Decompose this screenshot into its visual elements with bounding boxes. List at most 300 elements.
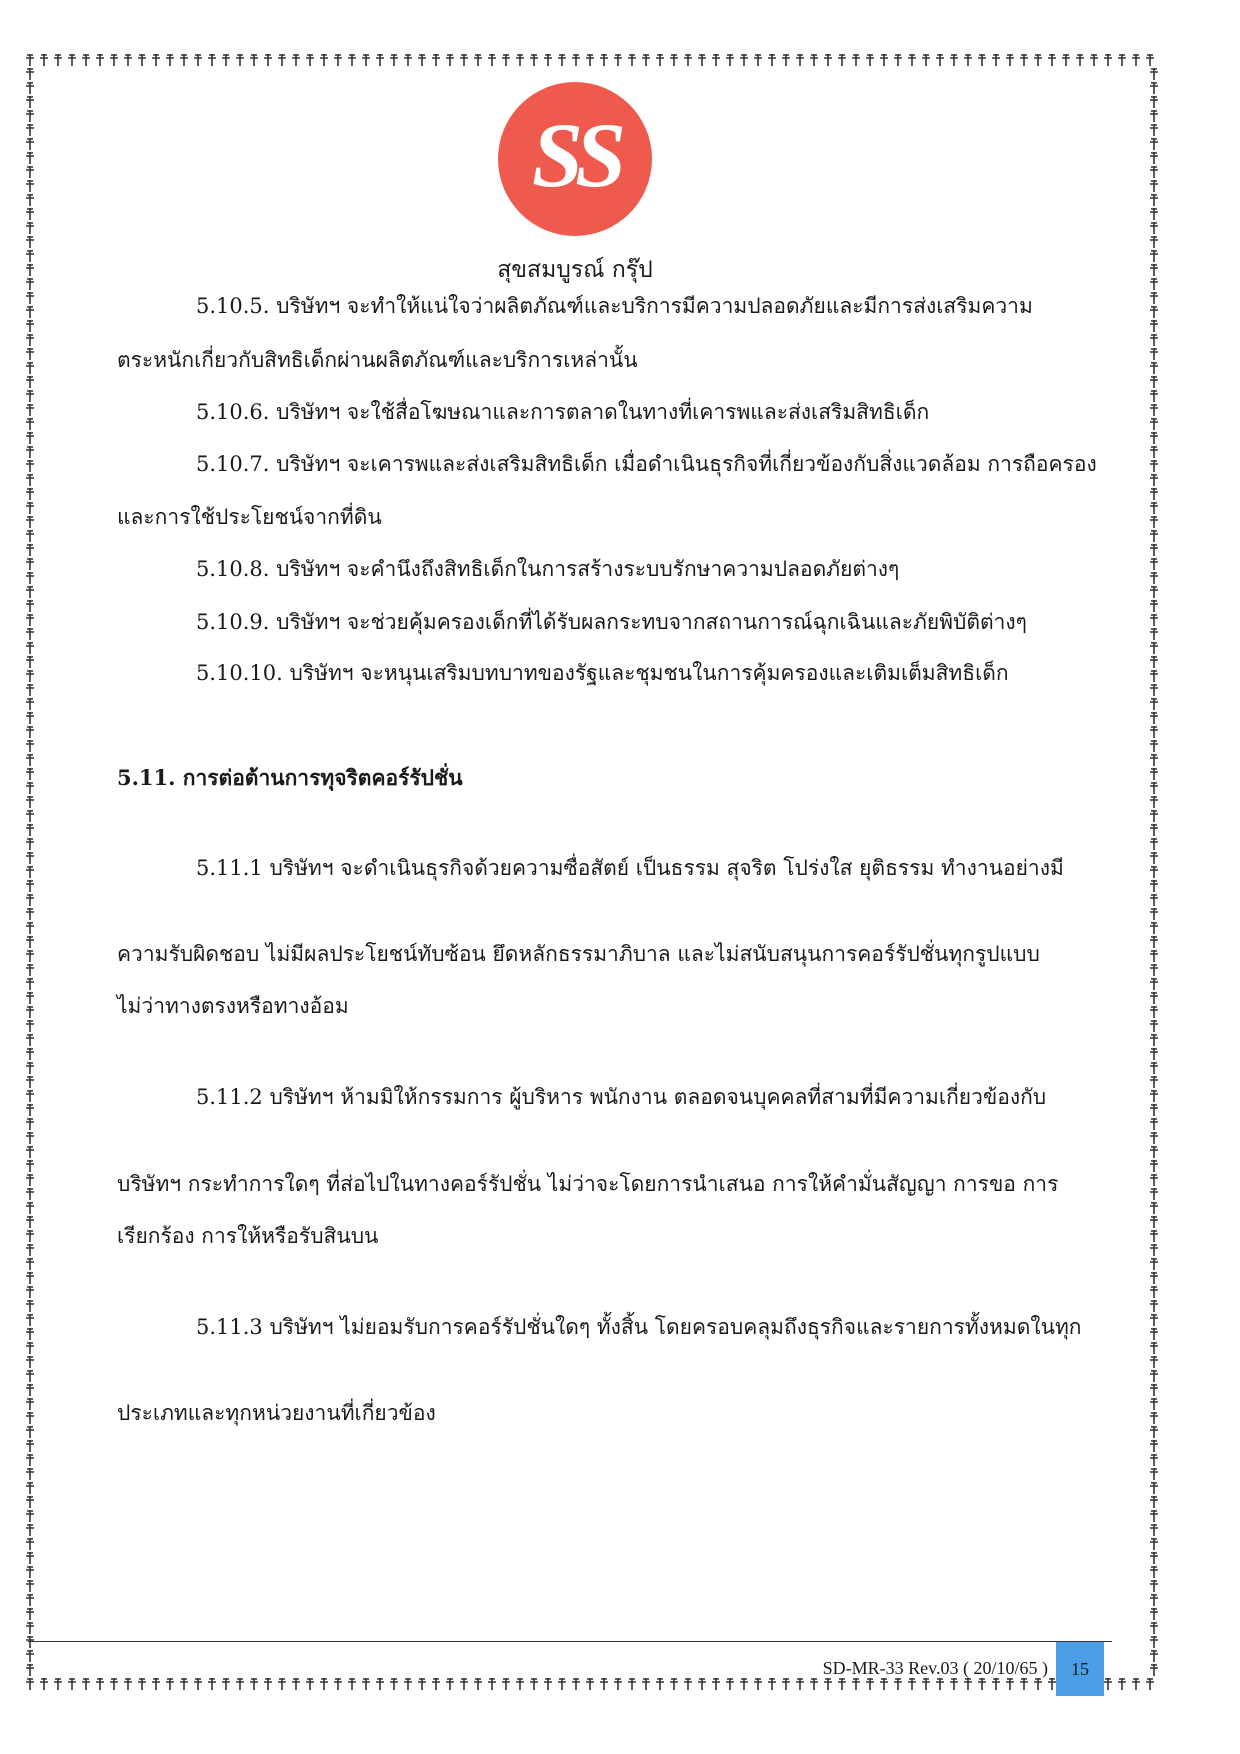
border-ornament-mark xyxy=(26,726,34,738)
border-ornament-mark xyxy=(194,1678,202,1690)
border-ornament-mark xyxy=(26,1048,34,1060)
border-ornament-mark xyxy=(1150,908,1158,920)
border-ornament-mark xyxy=(908,1678,916,1690)
border-ornament-mark xyxy=(418,1678,426,1690)
border-ornament-mark xyxy=(502,1678,510,1690)
border-ornament-mark xyxy=(572,54,580,66)
border-ornament-mark xyxy=(26,684,34,696)
border-ornament-mark xyxy=(1150,726,1158,738)
border-ornament-mark xyxy=(1150,1622,1158,1634)
border-ornament-mark xyxy=(782,54,790,66)
border-ornament-mark xyxy=(1150,684,1158,696)
border-ornament-mark xyxy=(26,1370,34,1382)
border-ornament-mark xyxy=(544,54,552,66)
border-ornament-mark xyxy=(698,1678,706,1690)
border-ornament-mark xyxy=(964,1678,972,1690)
border-ornament-mark xyxy=(1150,1552,1158,1564)
company-logo xyxy=(498,82,652,236)
border-ornament-mark xyxy=(26,1328,34,1340)
border-ornament-mark xyxy=(1150,1300,1158,1312)
border-ornament-mark xyxy=(26,222,34,234)
border-ornament-mark xyxy=(474,54,482,66)
border-ornament-mark xyxy=(68,1678,76,1690)
border-ornament-mark xyxy=(236,54,244,66)
section-heading-5-11: 5.11. การต่อต้านการทุจริตคอร์รัปชั่น xyxy=(117,765,463,790)
border-ornament-mark xyxy=(26,1650,34,1662)
border-ornament-mark xyxy=(26,348,34,360)
border-ornament-mark xyxy=(166,1678,174,1690)
border-ornament-mark xyxy=(26,810,34,822)
border-ornament-mark xyxy=(96,54,104,66)
border-ornament-mark xyxy=(348,1678,356,1690)
border-ornament-mark xyxy=(26,964,34,976)
border-ornament-mark xyxy=(1150,1636,1158,1648)
border-ornament-mark xyxy=(26,362,34,374)
border-ornament-mark xyxy=(1150,1356,1158,1368)
border-ornament-mark xyxy=(684,54,692,66)
border-ornament-mark xyxy=(26,642,34,654)
border-ornament-mark xyxy=(726,1678,734,1690)
border-ornament-mark xyxy=(1150,1146,1158,1158)
border-ornament-mark xyxy=(796,1678,804,1690)
border-ornament-mark xyxy=(1150,446,1158,458)
border-ornament-mark xyxy=(838,54,846,66)
border-ornament-mark xyxy=(166,54,174,66)
border-ornament-mark xyxy=(1048,54,1056,66)
border-ornament-mark xyxy=(26,1552,34,1564)
ss-logo-icon xyxy=(498,82,652,236)
border-ornament-mark xyxy=(194,54,202,66)
border-ornament-mark xyxy=(516,54,524,66)
border-ornament-mark xyxy=(26,166,34,178)
border-ornament-mark xyxy=(614,1678,622,1690)
border-ornament-mark xyxy=(1048,1678,1056,1690)
border-ornament-mark xyxy=(1150,852,1158,864)
border-ornament-mark xyxy=(26,628,34,640)
border-ornament-mark xyxy=(26,1468,34,1480)
border-ornament-mark xyxy=(26,96,34,108)
border-ornament-mark xyxy=(26,754,34,766)
border-ornament-mark xyxy=(222,1678,230,1690)
border-ornament-mark xyxy=(26,1300,34,1312)
border-ornament-mark xyxy=(26,124,34,136)
border-ornament-mark xyxy=(26,782,34,794)
border-ornament-mark xyxy=(656,54,664,66)
border-ornament-mark xyxy=(26,488,34,500)
border-ornament-mark xyxy=(922,54,930,66)
border-ornament-mark xyxy=(1150,264,1158,276)
border-ornament-mark xyxy=(642,1678,650,1690)
clause-5-11-3-line1: 5.11.3 บริษัทฯ ไม่ยอมรับการคอร์รัปชั่นใดๆ ทั้งสิ้น โดยครอบคลุมถึงธุรกิจและรายการทั้งหมดในทุก xyxy=(196,1315,1082,1339)
border-ornament-mark xyxy=(26,54,34,66)
clause-5-11-1-line1: 5.11.1 บริษัทฯ จะดำเนินธุรกิจด้วยความซื่อสัตย์ เป็นธรรม สุจริต โปร่งใส ยุติธรรม ทำงานอย่างมี xyxy=(196,856,1064,880)
border-ornament-mark xyxy=(26,404,34,416)
border-ornament-mark xyxy=(1150,502,1158,514)
border-ornament-mark xyxy=(26,502,34,514)
border-ornament-mark xyxy=(1150,236,1158,248)
border-ornament-mark xyxy=(1150,1342,1158,1354)
border-ornament-mark xyxy=(1146,1678,1154,1690)
logo-caption: สุขสมบูรณ์ กรุ๊ป xyxy=(497,257,653,283)
border-ornament-mark xyxy=(1150,194,1158,206)
border-ornament-mark xyxy=(1150,1090,1158,1102)
border-ornament-mark xyxy=(334,54,342,66)
border-ornament-mark xyxy=(26,796,34,808)
border-ornament-mark xyxy=(124,1678,132,1690)
border-ornament-mark xyxy=(1150,1062,1158,1074)
border-ornament-mark xyxy=(138,54,146,66)
border-ornament-mark xyxy=(1150,572,1158,584)
border-ornament-mark xyxy=(880,54,888,66)
clause-5-11-2-line3: เรียกร้อง การให้หรือรับสินบน xyxy=(117,1224,379,1248)
border-ornament-mark xyxy=(1006,54,1014,66)
border-ornament-mark xyxy=(376,54,384,66)
border-ornament-mark xyxy=(1150,1174,1158,1186)
border-ornament-mark xyxy=(180,54,188,66)
border-ornament-mark xyxy=(670,54,678,66)
border-ornament-mark xyxy=(26,152,34,164)
clause-5-11-1-line3: ไม่ว่าทางตรงหรือทางอ้อม xyxy=(117,994,349,1018)
border-ornament-mark xyxy=(1150,964,1158,976)
clause-5-10-5-line2: ตระหนักเกี่ยวกับสิทธิเด็กผ่านผลิตภัณฑ์และบริการเหล่านั้น xyxy=(117,348,638,372)
border-ornament-mark xyxy=(278,1678,286,1690)
border-ornament-mark xyxy=(26,544,34,556)
border-ornament-mark xyxy=(1150,838,1158,850)
border-ornament-mark xyxy=(26,586,34,598)
border-ornament-mark xyxy=(26,1118,34,1130)
border-ornament-mark xyxy=(1150,670,1158,682)
border-ornament-mark xyxy=(26,250,34,262)
border-ornament-mark xyxy=(1150,978,1158,990)
border-ornament-mark xyxy=(26,600,34,612)
border-ornament-mark xyxy=(1150,810,1158,822)
border-ornament-mark xyxy=(26,1664,34,1676)
border-ornament-mark xyxy=(306,54,314,66)
border-ornament-mark xyxy=(1150,600,1158,612)
border-ornament-mark xyxy=(292,54,300,66)
border-ornament-mark xyxy=(26,978,34,990)
border-ornament-mark xyxy=(26,1482,34,1494)
border-ornament-mark xyxy=(1150,222,1158,234)
border-ornament-mark xyxy=(26,530,34,542)
border-ornament-mark xyxy=(712,54,720,66)
border-ornament-mark xyxy=(978,54,986,66)
border-ornament-mark xyxy=(530,54,538,66)
border-ornament-mark xyxy=(1150,768,1158,780)
border-ornament-mark xyxy=(26,936,34,948)
border-ornament-mark xyxy=(264,54,272,66)
border-ornament-mark xyxy=(880,1678,888,1690)
border-ornament-mark xyxy=(26,558,34,570)
border-ornament-mark xyxy=(26,1566,34,1578)
border-ornament-mark xyxy=(488,1678,496,1690)
border-ornament-mark xyxy=(1150,1580,1158,1592)
border-ornament-mark xyxy=(1150,82,1158,94)
border-ornament-mark xyxy=(26,740,34,752)
border-ornament-mark xyxy=(1150,278,1158,290)
border-ornament-mark xyxy=(26,1384,34,1396)
border-ornament-mark xyxy=(754,54,762,66)
border-ornament-mark xyxy=(1150,1160,1158,1172)
border-ornament-mark xyxy=(180,1678,188,1690)
border-ornament-mark xyxy=(600,1678,608,1690)
border-ornament-mark xyxy=(222,54,230,66)
border-ornament-mark xyxy=(26,1496,34,1508)
border-ornament-mark xyxy=(26,236,34,248)
border-ornament-mark xyxy=(320,54,328,66)
border-ornament-mark xyxy=(26,68,34,80)
border-ornament-mark xyxy=(26,670,34,682)
border-ornament-mark xyxy=(96,1678,104,1690)
border-ornament-mark xyxy=(1150,1314,1158,1326)
border-ornament-mark xyxy=(26,1006,34,1018)
border-ornament-mark xyxy=(26,1398,34,1410)
border-ornament-mark xyxy=(1150,124,1158,136)
border-ornament-mark xyxy=(628,54,636,66)
border-ornament-mark xyxy=(26,1580,34,1592)
border-ornament-mark xyxy=(516,1678,524,1690)
border-ornament-mark xyxy=(866,1678,874,1690)
border-ornament-mark xyxy=(782,1678,790,1690)
border-ornament-mark xyxy=(1150,894,1158,906)
border-ornament-mark xyxy=(1150,68,1158,80)
border-ornament-mark xyxy=(1150,474,1158,486)
border-ornament-mark xyxy=(446,54,454,66)
border-ornament-mark xyxy=(334,1678,342,1690)
border-ornament-mark xyxy=(54,54,62,66)
border-ornament-mark xyxy=(1034,54,1042,66)
border-ornament-mark xyxy=(1150,306,1158,318)
border-ornament-mark xyxy=(558,1678,566,1690)
border-ornament-mark xyxy=(1150,698,1158,710)
border-ornament-mark xyxy=(1150,1132,1158,1144)
border-ornament-mark xyxy=(1062,54,1070,66)
clause-5-10-7-line1: 5.10.7. บริษัทฯ จะเคารพและส่งเสริมสิทธิเด็ก เมื่อดำเนินธุรกิจที่เกี่ยวข้องกับสิ่งแวดล้อม การถือครอง xyxy=(196,452,1097,476)
border-ornament-mark xyxy=(684,1678,692,1690)
border-ornament-mark xyxy=(320,1678,328,1690)
border-ornament-mark xyxy=(1150,166,1158,178)
border-ornament-mark xyxy=(1150,1244,1158,1256)
border-ornament-mark xyxy=(26,82,34,94)
border-ornament-mark xyxy=(1150,1468,1158,1480)
border-ornament-mark xyxy=(600,54,608,66)
border-ornament-mark xyxy=(26,950,34,962)
border-ornament-mark xyxy=(250,1678,258,1690)
border-ornament-mark xyxy=(26,180,34,192)
border-ornament-mark xyxy=(208,54,216,66)
border-ornament-mark xyxy=(26,516,34,528)
border-ornament-mark xyxy=(26,460,34,472)
border-ornament-mark xyxy=(152,1678,160,1690)
border-ornament-mark xyxy=(418,54,426,66)
border-ornament-mark xyxy=(950,1678,958,1690)
border-ornament-mark xyxy=(1150,1020,1158,1032)
logo-mark-text: SS xyxy=(531,104,619,206)
border-ornament-mark xyxy=(26,1062,34,1074)
border-ornament-mark xyxy=(824,1678,832,1690)
border-ornament-mark xyxy=(26,432,34,444)
border-ornament-mark xyxy=(26,110,34,122)
border-ornament-mark xyxy=(460,54,468,66)
border-ornament-mark xyxy=(1150,1104,1158,1116)
border-ornament-mark xyxy=(1006,1678,1014,1690)
clause-5-10-8: 5.10.8. บริษัทฯ จะคำนึงถึงสิทธิเด็กในการสร้างระบบรักษาความปลอดภัยต่างๆ xyxy=(196,557,900,581)
border-ornament-mark xyxy=(656,1678,664,1690)
border-ornament-mark xyxy=(572,1678,580,1690)
border-ornament-mark xyxy=(1150,208,1158,220)
border-ornament-mark xyxy=(1132,1678,1140,1690)
border-ornament-mark xyxy=(110,1678,118,1690)
border-ornament-mark xyxy=(26,1314,34,1326)
border-ornament-mark xyxy=(1150,376,1158,388)
border-ornament-mark xyxy=(264,1678,272,1690)
border-ornament-mark xyxy=(362,54,370,66)
border-ornament-mark xyxy=(26,1244,34,1256)
border-ornament-mark xyxy=(894,1678,902,1690)
border-ornament-mark xyxy=(1150,530,1158,542)
border-ornament-mark xyxy=(1150,1594,1158,1606)
border-ornament-mark xyxy=(26,138,34,150)
border-ornament-mark xyxy=(1118,1678,1126,1690)
border-ornament-mark xyxy=(1150,1510,1158,1522)
border-ornament-mark xyxy=(432,54,440,66)
border-ornament-mark xyxy=(1150,1216,1158,1228)
border-ornament-mark xyxy=(1150,96,1158,108)
border-ornament-mark xyxy=(26,1076,34,1088)
border-ornament-mark xyxy=(82,1678,90,1690)
border-ornament-mark xyxy=(1150,1118,1158,1130)
border-ornament-mark xyxy=(26,712,34,724)
border-ornament-mark xyxy=(838,1678,846,1690)
border-ornament-mark xyxy=(768,1678,776,1690)
border-ornament-mark xyxy=(460,1678,468,1690)
border-ornament-mark xyxy=(1150,404,1158,416)
border-ornament-mark xyxy=(278,54,286,66)
border-ornament-mark xyxy=(1150,656,1158,668)
border-ornament-mark xyxy=(26,1202,34,1214)
border-ornament-mark xyxy=(586,54,594,66)
border-ornament-mark xyxy=(922,1678,930,1690)
border-ornament-mark xyxy=(1150,390,1158,402)
border-ornament-mark xyxy=(894,54,902,66)
border-ornament-mark xyxy=(670,1678,678,1690)
border-ornament-mark xyxy=(1150,712,1158,724)
border-ornament-mark xyxy=(110,54,118,66)
border-ornament-mark xyxy=(26,1272,34,1284)
border-ornament-mark xyxy=(26,1636,34,1648)
border-ornament-mark xyxy=(26,1188,34,1200)
border-ornament-mark xyxy=(26,768,34,780)
border-ornament-mark xyxy=(1150,1286,1158,1298)
border-ornament-mark xyxy=(26,824,34,836)
border-ornament-mark xyxy=(1150,460,1158,472)
border-ornament-mark xyxy=(446,1678,454,1690)
border-ornament-mark xyxy=(1020,1678,1028,1690)
border-ornament-mark xyxy=(404,1678,412,1690)
clause-5-10-7-line2: และการใช้ประโยชน์จากที่ดิน xyxy=(117,505,382,529)
border-ornament-mark xyxy=(40,1678,48,1690)
border-ornament-mark xyxy=(1150,880,1158,892)
border-ornament-mark xyxy=(1150,754,1158,766)
border-ornament-mark xyxy=(26,1174,34,1186)
border-ornament-mark xyxy=(26,1020,34,1032)
border-ornament-mark xyxy=(26,1034,34,1046)
border-ornament-mark xyxy=(26,320,34,332)
border-ornament-mark xyxy=(26,1216,34,1228)
border-ornament-mark xyxy=(1150,1006,1158,1018)
border-ornament-mark xyxy=(1150,1496,1158,1508)
border-ornament-mark xyxy=(26,1510,34,1522)
border-ornament-mark xyxy=(1150,1384,1158,1396)
border-ornament-mark xyxy=(712,1678,720,1690)
clause-5-11-2-line2: บริษัทฯ กระทำการใดๆ ที่ส่อไปในทางคอร์รัปชั่น ไม่ว่าจะโดยการนำเสนอ การให้คำมั่นสัญญา การขอ การ xyxy=(117,1172,1059,1196)
border-ornament-mark xyxy=(936,1678,944,1690)
border-ornament-mark xyxy=(26,1594,34,1606)
border-ornament-mark xyxy=(1150,1272,1158,1284)
border-ornament-mark xyxy=(26,880,34,892)
border-ornament-mark xyxy=(26,1454,34,1466)
border-ornament-mark xyxy=(26,390,34,402)
border-ornament-mark xyxy=(26,1440,34,1452)
border-ornament-mark xyxy=(1076,54,1084,66)
border-ornament-mark xyxy=(1150,866,1158,878)
border-ornament-mark xyxy=(152,54,160,66)
border-ornament-mark xyxy=(1150,614,1158,626)
border-ornament-mark xyxy=(26,292,34,304)
border-ornament-mark xyxy=(558,54,566,66)
border-ornament-mark xyxy=(26,418,34,430)
page-number: 15 xyxy=(1056,1642,1104,1696)
border-ornament-mark xyxy=(26,208,34,220)
border-ornament-mark xyxy=(810,54,818,66)
border-ornament-mark xyxy=(1150,1258,1158,1270)
border-ornament-mark xyxy=(530,1678,538,1690)
border-ornament-mark xyxy=(1150,824,1158,836)
border-ornament-mark xyxy=(1150,950,1158,962)
border-ornament-mark xyxy=(26,376,34,388)
border-ornament-mark xyxy=(26,1356,34,1368)
border-ornament-mark xyxy=(1150,796,1158,808)
clause-5-11-3-line2: ประเภทและทุกหน่วยงานที่เกี่ยวข้อง xyxy=(117,1401,436,1425)
border-ornament-mark xyxy=(26,1286,34,1298)
border-ornament-mark xyxy=(1146,54,1154,66)
border-ornament-mark xyxy=(1020,54,1028,66)
border-ornament-mark xyxy=(26,194,34,206)
border-ornament-mark xyxy=(26,1090,34,1102)
border-ornament-mark xyxy=(390,54,398,66)
border-ornament-mark xyxy=(1150,1566,1158,1578)
border-ornament-mark xyxy=(1150,1202,1158,1214)
border-ornament-mark xyxy=(250,54,258,66)
border-ornament-mark xyxy=(26,908,34,920)
border-ornament-mark xyxy=(1150,1034,1158,1046)
clause-5-11-2-line1: 5.11.2 บริษัทฯ ห้ามมิให้กรรมการ ผู้บริหาร พนักงาน ตลอดจนบุคคลที่สามที่มีความเกี่ยวข้องกับ xyxy=(196,1085,1047,1109)
border-ornament-mark xyxy=(754,1678,762,1690)
border-ornament-mark xyxy=(992,1678,1000,1690)
border-ornament-mark xyxy=(1150,1524,1158,1536)
border-ornament-mark xyxy=(26,264,34,276)
border-ornament-mark xyxy=(1150,180,1158,192)
border-ornament-mark xyxy=(740,54,748,66)
border-ornament-mark xyxy=(26,1608,34,1620)
border-ornament-mark xyxy=(348,54,356,66)
border-ornament-mark xyxy=(26,334,34,346)
border-ornament-mark xyxy=(628,1678,636,1690)
border-ornament-mark xyxy=(26,1426,34,1438)
border-ornament-mark xyxy=(138,1678,146,1690)
border-ornament-mark xyxy=(1150,586,1158,598)
border-ornament-mark xyxy=(1150,1370,1158,1382)
